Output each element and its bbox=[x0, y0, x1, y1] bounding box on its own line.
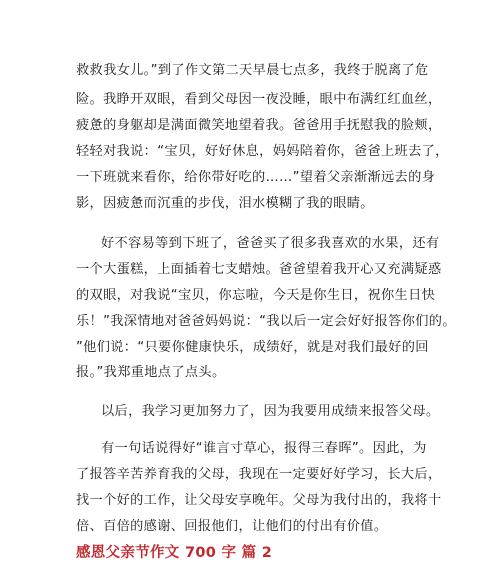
paragraph-2-line-4: 乐！”我深情地对爸爸妈妈说：“我以后一定会好好报答你们的。 bbox=[76, 314, 456, 329]
paragraph-2-line-5: ”他们说：“只要你健康快乐，成绩好，就是对我们最好的回 bbox=[76, 340, 429, 355]
paragraph-2-line-3: 的双眼，对我说“宝贝，你忘啦，今天是你生日，祝你生日快 bbox=[76, 288, 436, 303]
paragraph-4-line-2: 了报答辛苦养育我的父母，我现在一定要好好学习，长大后， bbox=[76, 467, 442, 482]
paragraph-1-line-6: 影，因疲惫而沉重的步伐，泪水模糊了我的眼睛。 bbox=[76, 196, 374, 211]
paragraph-2-line-2: 一个大蛋糕，上面插着七支蜡烛。爸爸望着我开心又充满疑惑 bbox=[76, 262, 442, 277]
paragraph-4-line-1: 有一句话说得好“谁言寸草心，报得三春晖”。因此，为 bbox=[101, 441, 427, 456]
paragraph-2-line-6: 报。”我郑重地点了点头。 bbox=[76, 365, 226, 380]
paragraph-1-line-4: 轻轻对我说：“宝贝，好好休息，妈妈陪着你，爸爸上班去了， bbox=[76, 144, 449, 159]
section-heading: 感恩父亲节作文 700 字 篇 2 bbox=[76, 545, 273, 561]
paragraph-1-line-2: 险。我睁开双眼，看到父母因一夜没睡，眼中布满红红血丝， bbox=[76, 92, 442, 107]
paragraph-1-line-5: 一下班就来看你，给你带好吃的……”望着父亲渐渐远去的身 bbox=[76, 170, 436, 185]
paragraph-4-line-3: 找一个好的工作，让父母安享晚年。父母为我付出的，我将十 bbox=[76, 493, 442, 508]
paragraph-1-line-3: 疲惫的身躯却是满面微笑地望着我。爸爸用手抚慰我的脸颊， bbox=[76, 118, 442, 133]
paragraph-4-line-4: 倍、百倍的感谢、回报他们，让他们的付出有价值。 bbox=[76, 519, 388, 534]
paragraph-3-line-1: 以后，我学习更加努力了，因为我要用成绩来报答父母。 bbox=[101, 404, 440, 419]
paragraph-1-line-1: 救救我女儿。”到了作文第二天早晨七点多，我终于脱离了危 bbox=[76, 63, 429, 78]
paragraph-2-line-1: 好不容易等到下班了，爸爸买了很多我喜欢的水果，还有 bbox=[101, 236, 440, 251]
